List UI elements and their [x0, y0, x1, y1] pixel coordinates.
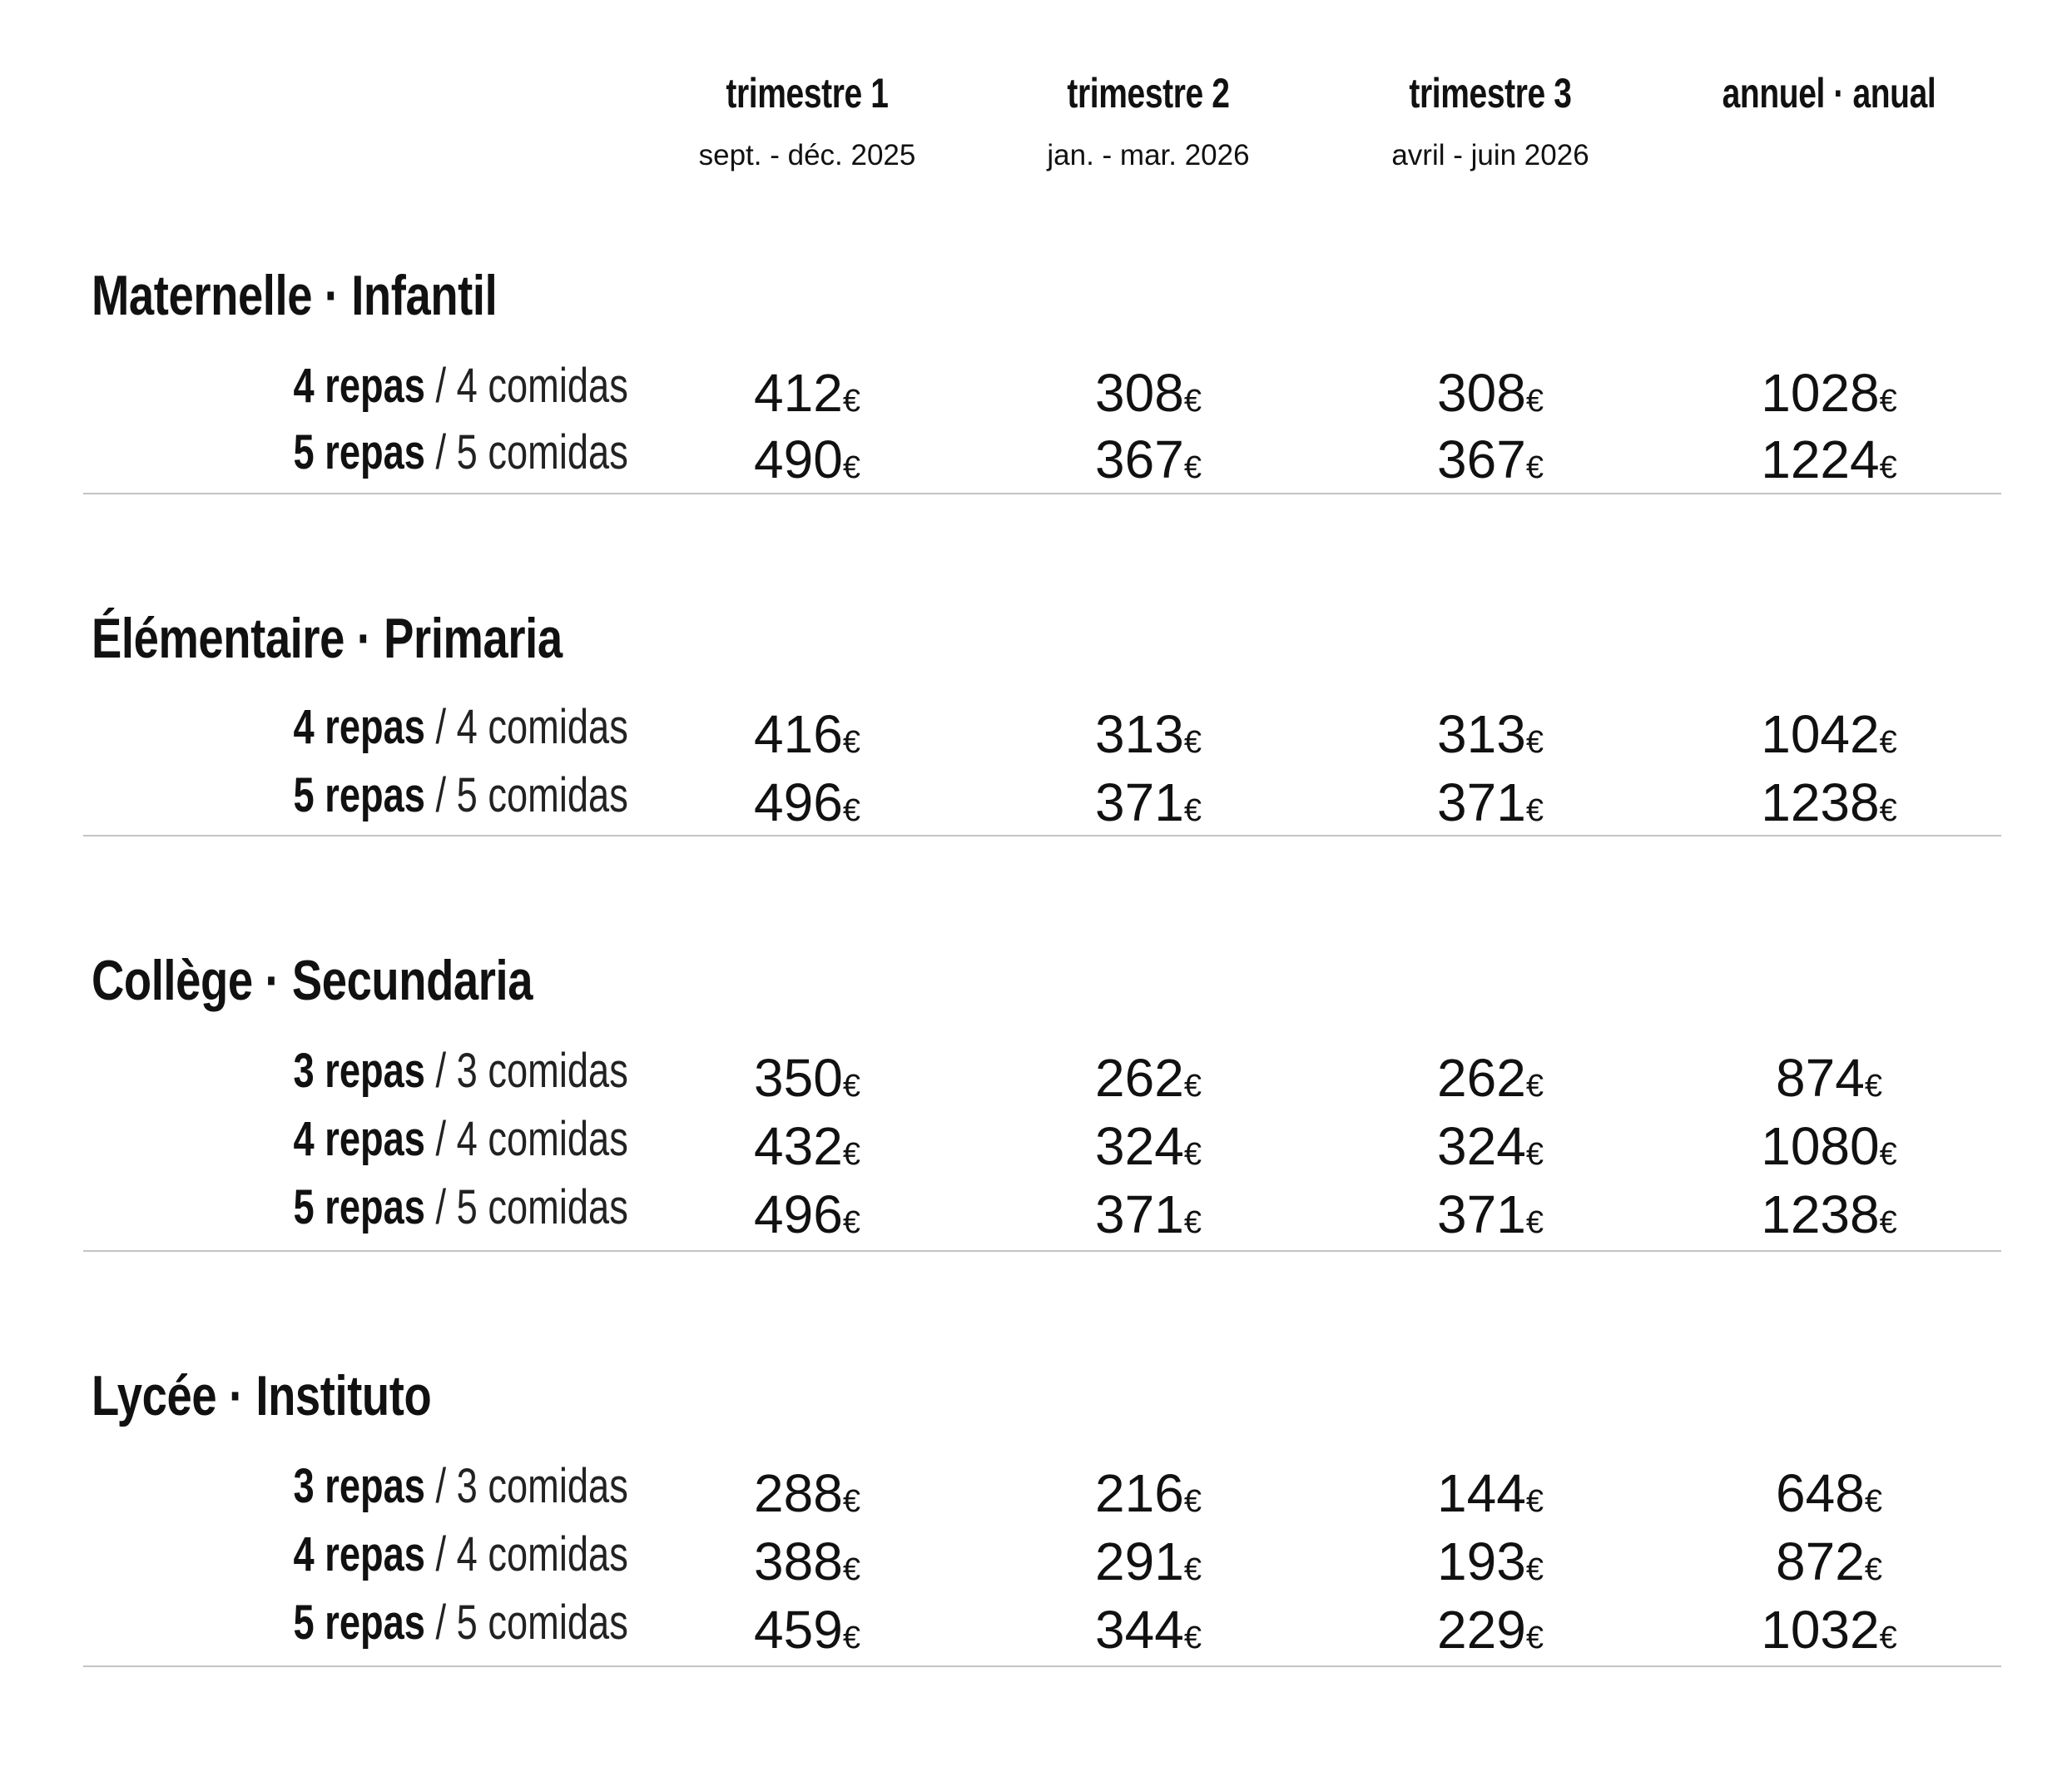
row-label: 3 repas / 3 comidas [293, 1459, 628, 1513]
row-label: 4 repas / 4 comidas [293, 1112, 628, 1166]
price-cell: 367€ [1437, 429, 1544, 489]
section-title: Maternelle · Infantil [92, 264, 498, 327]
column-header-trimestre-2 [974, 60, 1323, 176]
price-cell: 262€ [1095, 1048, 1202, 1108]
price-cell: 496€ [754, 1184, 860, 1244]
column-title: trimestre 2 [1067, 70, 1230, 117]
table-row [0, 350, 2072, 423]
price-cell: 1238€ [1761, 1184, 1897, 1244]
table-row [0, 1586, 2072, 1660]
column-header-annuel [1654, 60, 2004, 176]
section-title: Lycée · Instituto [92, 1364, 432, 1427]
price-cell: 490€ [754, 429, 860, 489]
price-cell: 229€ [1437, 1600, 1544, 1660]
table-row [0, 1171, 2072, 1244]
price-cell: 324€ [1095, 1116, 1202, 1176]
row-label: 3 repas / 3 comidas [293, 1044, 628, 1098]
price-cell: 412€ [754, 363, 860, 423]
price-cell: 291€ [1095, 1531, 1202, 1591]
price-cell: 193€ [1437, 1531, 1544, 1591]
table-row [0, 759, 2072, 832]
price-cell: 1238€ [1761, 772, 1897, 832]
price-cell: 324€ [1437, 1116, 1544, 1176]
price-cell: 874€ [1776, 1048, 1882, 1108]
price-cell: 313€ [1095, 704, 1202, 764]
row-label: 5 repas / 5 comidas [293, 1596, 628, 1650]
price-cell: 496€ [754, 772, 860, 832]
row-label: 5 repas / 5 comidas [293, 425, 628, 479]
price-cell: 350€ [754, 1048, 860, 1108]
price-cell: 344€ [1095, 1600, 1202, 1660]
price-cell: 872€ [1776, 1531, 1882, 1591]
price-cell: 308€ [1095, 363, 1202, 423]
column-title: annuel · anual [1722, 70, 1936, 117]
column-period: avril - juin 2026 [1391, 139, 1589, 171]
section-divider [83, 1665, 2001, 1667]
price-cell: 144€ [1437, 1463, 1544, 1523]
price-cell: 1028€ [1761, 363, 1897, 423]
row-label: 4 repas / 4 comidas [293, 1527, 628, 1581]
section-title: Collège · Secundaria [92, 949, 533, 1012]
section-divider [83, 835, 2001, 836]
section-title: Élémentaire · Primaria [92, 607, 563, 670]
column-header-trimestre-3 [1316, 60, 1665, 176]
section-divider [83, 1250, 2001, 1252]
price-cell: 262€ [1437, 1048, 1544, 1108]
price-cell: 367€ [1095, 429, 1202, 489]
price-cell: 371€ [1095, 1184, 1202, 1244]
section-divider [83, 493, 2001, 494]
table-row [0, 691, 2072, 764]
price-cell: 371€ [1095, 772, 1202, 832]
price-cell: 1042€ [1761, 704, 1897, 764]
price-cell: 313€ [1437, 704, 1544, 764]
price-cell: 388€ [754, 1531, 860, 1591]
price-cell: 416€ [754, 704, 860, 764]
table-row [0, 1518, 2072, 1591]
price-cell: 1032€ [1761, 1600, 1897, 1660]
row-label: 4 repas / 4 comidas [293, 359, 628, 413]
price-cell: 371€ [1437, 1184, 1544, 1244]
column-period: sept. - déc. 2025 [698, 139, 916, 171]
column-title: trimestre 1 [726, 70, 889, 117]
table-row [0, 1103, 2072, 1176]
price-cell: 1224€ [1761, 429, 1897, 489]
table-row [0, 416, 2072, 489]
price-cell: 308€ [1437, 363, 1544, 423]
price-cell: 1080€ [1761, 1116, 1897, 1176]
table-row [0, 1035, 2072, 1108]
row-label: 4 repas / 4 comidas [293, 700, 628, 754]
price-cell: 371€ [1437, 772, 1544, 832]
column-period: jan. - mar. 2026 [1047, 139, 1250, 171]
price-cell: 648€ [1776, 1463, 1882, 1523]
table-row [0, 1450, 2072, 1523]
row-label: 5 repas / 5 comidas [293, 768, 628, 822]
price-cell: 459€ [754, 1600, 860, 1660]
column-header-trimestre-1 [632, 60, 982, 176]
price-cell: 288€ [754, 1463, 860, 1523]
row-label: 5 repas / 5 comidas [293, 1180, 628, 1234]
price-cell: 432€ [754, 1116, 860, 1176]
column-period [1654, 135, 2004, 176]
price-cell: 216€ [1095, 1463, 1202, 1523]
column-title: trimestre 3 [1409, 70, 1572, 117]
